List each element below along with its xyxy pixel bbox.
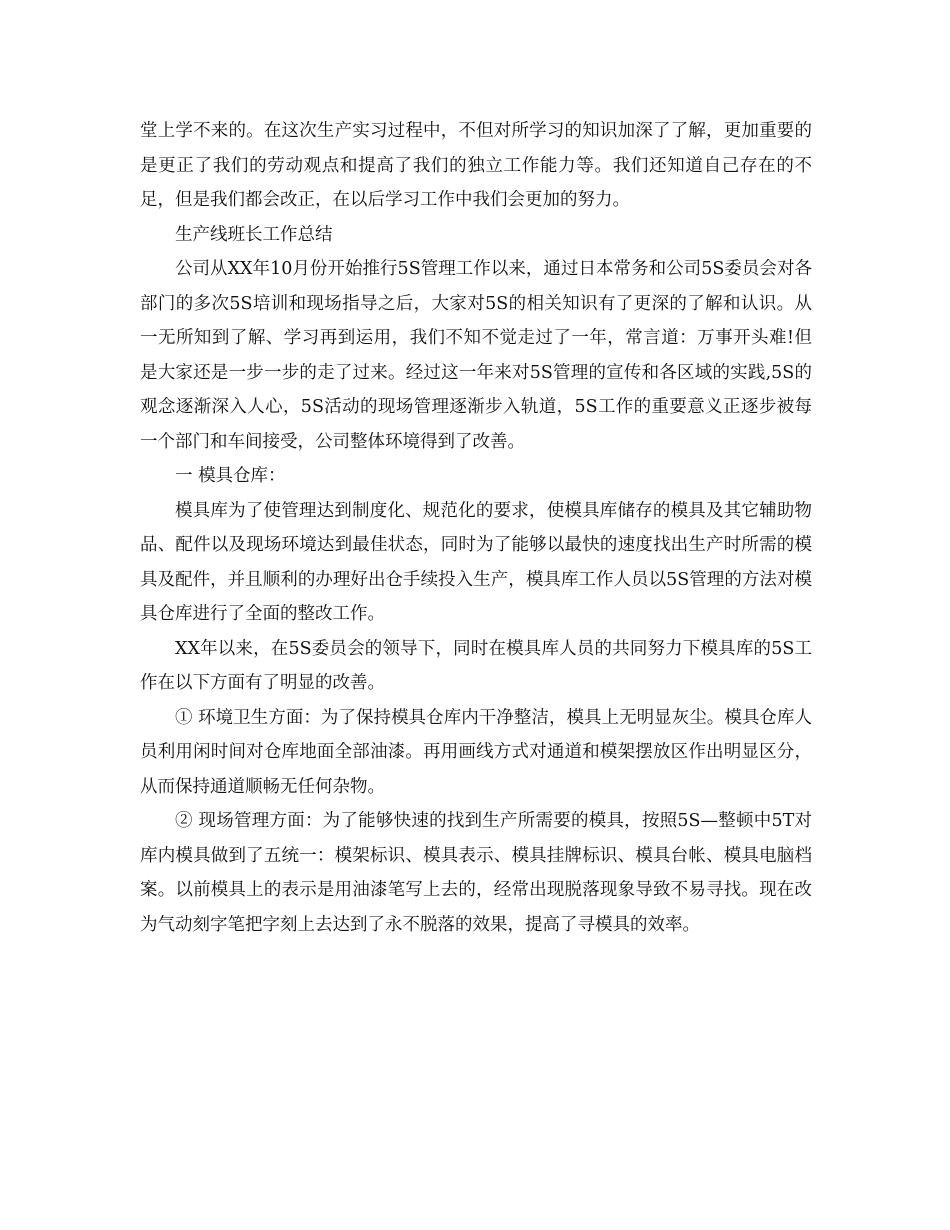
paragraph-mold-warehouse: 模具库为了使管理达到制度化、规范化的要求，使模具库储存的模具及其它辅助物品、配件以及现场环境达到最佳状态，同时为了能够以最快的速度找出生产时所需的模具及配件，并且顺利的办理好出仓手续投入生产，模具库工作人员以5S管理的方法对模具仓库进行了全面的整改工作。 xyxy=(140,500,812,624)
document-body xyxy=(140,114,812,942)
section-heading-mold-warehouse: 一 模具仓库： xyxy=(175,466,286,486)
paragraph-improvements: XX年以来，在5S委员会的领导下，同时在模具库人员的共同努力下模具库的5S工作在以下方面有了明显的改善。 xyxy=(140,638,812,693)
paragraph-intro: 公司从XX年10月份开始推行5S管理工作以来，通过日本常务和公司5S委员会对各部门的多次5S培训和现场指导之后，大家对5S的相关知识有了更深的了解和认识。从一无所知到了解、学习再到运用，我们不知不觉走过了一年，常言道：万事开头难!但是大家还是一步一步的走了过来。经过这一年来对5S管理的宣传和各区域的实践,5S的观念逐渐深入人心，5S活动的现场管理逐渐步入轨道，5S工作的重要意义正逐步被每一个部门和车间接受，公司整体环境得到了改善。 xyxy=(140,259,812,452)
paragraph-continuation: 堂上学不来的。在这次生产实习过程中，不但对所学习的知识加深了了解，更加重要的是更正了我们的劳动观点和提高了我们的独立工作能力等。我们还知道自己存在的不足，但是我们都会改正，在以后学习工作中我们会更加的努力。 xyxy=(140,121,812,210)
paragraph-environment: ① 环境卫生方面：为了保持模具仓库内干净整洁，模具上无明显灰尘。模具仓库人员利用闲时间对仓库地面全部油漆。再用画线方式对通道和模架摆放区作出明显区分，从而保持通道顺畅无任何杂物。 xyxy=(140,707,812,797)
paragraph-site-management: ② 现场管理方面：为了能够快速的找到生产所需要的模具，按照5S—整顿中5T对库内模具做到了五统一：模架标识、模具表示、模具挂牌标识、模具台帐、模具电脑档案。以前模具上的表示是用油漆笔写上去的，经常出现脱落现象导致不易寻找。现在改为气动刻字笔把字刻上去达到了永不脱落的效果，提高了寻模具的效率。 xyxy=(140,811,812,935)
section-title: 生产线班长工作总结 xyxy=(175,224,333,245)
